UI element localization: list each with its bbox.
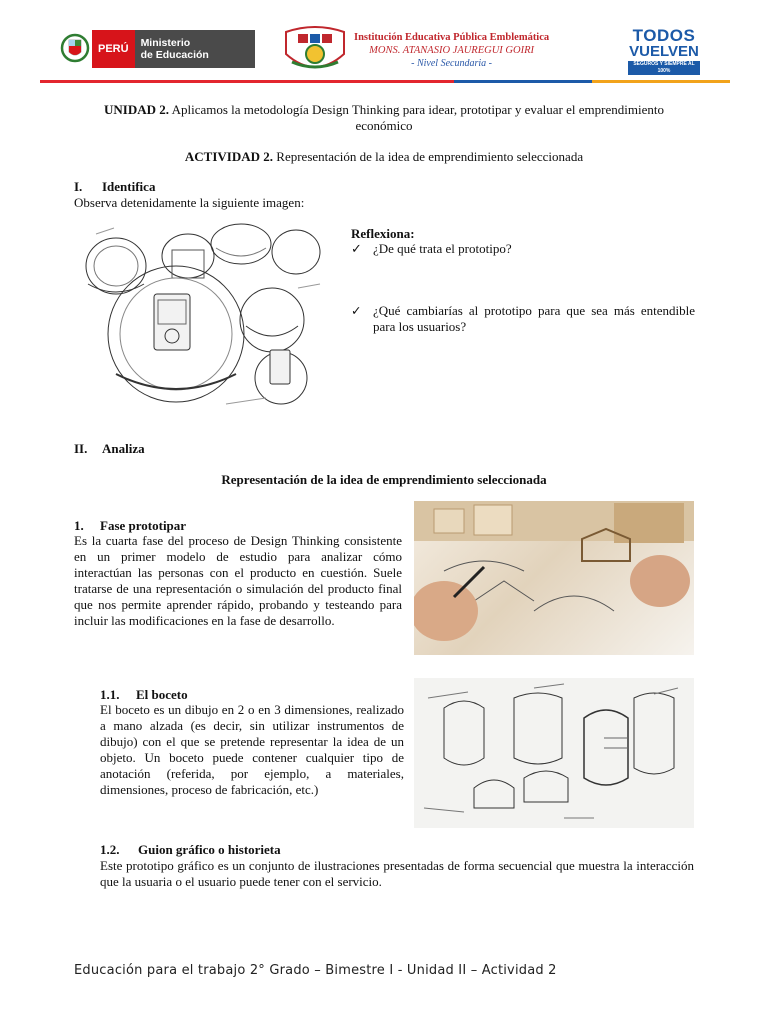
ministry-label [135, 30, 255, 68]
activity-text: Representación de la idea de emprendimiento seleccionada [276, 149, 584, 164]
activity-title [74, 149, 694, 165]
check-icon: ✓ [351, 304, 362, 318]
todos-line1: TODOS [632, 26, 696, 45]
question-text: ¿De qué trata el prototipo? [373, 241, 512, 256]
backpack-sketch-image [414, 678, 694, 828]
phase-title: Fase prototipar [100, 518, 187, 533]
section1-title: Identifica [102, 179, 156, 194]
peru-label: PERÚ [92, 30, 135, 68]
section2-title: Analiza [102, 441, 145, 456]
page-footer: Educación para el trabajo 2° Grado – Bimestre I - Unidad II – Actividad 2 [74, 963, 557, 978]
school-logo [282, 26, 549, 74]
prototype-sketch-image [76, 214, 330, 410]
storyboard-heading [100, 842, 281, 858]
sketch-heading [100, 687, 188, 703]
storyboard-title: Guion gráfico o historieta [138, 842, 281, 857]
sketch-title: El boceto [136, 687, 188, 702]
todos-tagline: SEGUROS Y SIEMPRE AL 100% [628, 61, 700, 75]
question-text: ¿Qué cambiarías al prototipo para que sea más entendible para los usuarios? [373, 303, 695, 334]
section2-subtitle: Representación de la idea de emprendimiento seleccionada [221, 472, 547, 487]
activity-label: ACTIVIDAD 2. [184, 149, 274, 164]
unit-label: UNIDAD 2. [104, 102, 170, 117]
question-item [351, 241, 695, 257]
section1-number: I. [74, 179, 83, 194]
header-divider [40, 80, 730, 83]
sketch-text: El boceto es un dibujo en 2 o en 3 dimensiones, realizado a mano alzada (es decir, sin utilizar instrumentos de dibujo) con el que se pretende representar la idea de un objeto. Un boceto puede contener cualquier tipo de anotación (referida, por ejemplo, a materiales, dimensiones, proceso de fabricación, etc.) [100, 702, 404, 797]
section2-heading [74, 441, 145, 457]
check-icon: ✓ [351, 241, 362, 256]
prototyping-photo [414, 501, 694, 655]
school-level: - Nivel Secundaria - [411, 57, 492, 69]
phase-number: 1. [74, 518, 84, 533]
unit-title [74, 102, 694, 134]
section1-intro: Observa detenidamente la siguiente imagen: [74, 195, 305, 210]
peru-shield-icon [58, 30, 92, 68]
school-crest-icon [282, 26, 348, 74]
unit-text: Aplicamos la metodología Design Thinking para idear, prototipar y evaluar el emprendimiento económico [171, 102, 664, 133]
todos-vuelven-logo [628, 28, 700, 75]
section1-heading [74, 179, 155, 195]
todos-line2: VUELVEN [629, 43, 699, 60]
section2-number: II. [74, 441, 88, 456]
storyboard-number: 1.2. [100, 842, 120, 857]
minedu-logo [58, 30, 255, 68]
ministry-line1: Ministerio [140, 37, 191, 49]
reflect-title: Reflexiona: [351, 226, 415, 241]
school-patron: MONS. ATANASIO JAUREGUI GOIRI [369, 44, 534, 56]
question-item [351, 303, 695, 335]
storyboard-text: Este prototipo gráfico es un conjunto de ilustraciones presentadas de forma secuencial que muestra la interacción que la usuaria o el usuario puede tener con el servicio. [100, 858, 694, 889]
ministry-line2: de Educación [140, 49, 209, 61]
phase-heading [74, 518, 186, 534]
phase-text: Es la cuarta fase del proceso de Design Thinking consistente en un primer modelo de estudio para analizar cómo interactúan las personas con el producto en cuestión. Suele tratarse de una representación o simulación del producto final que nos permite aprender rápido, probando y testeando para incluir las modificaciones en la fase de desarrollo. [74, 533, 402, 628]
school-name: Institución Educativa Pública Emblemática [354, 31, 550, 43]
sketch-number: 1.1. [100, 687, 120, 702]
